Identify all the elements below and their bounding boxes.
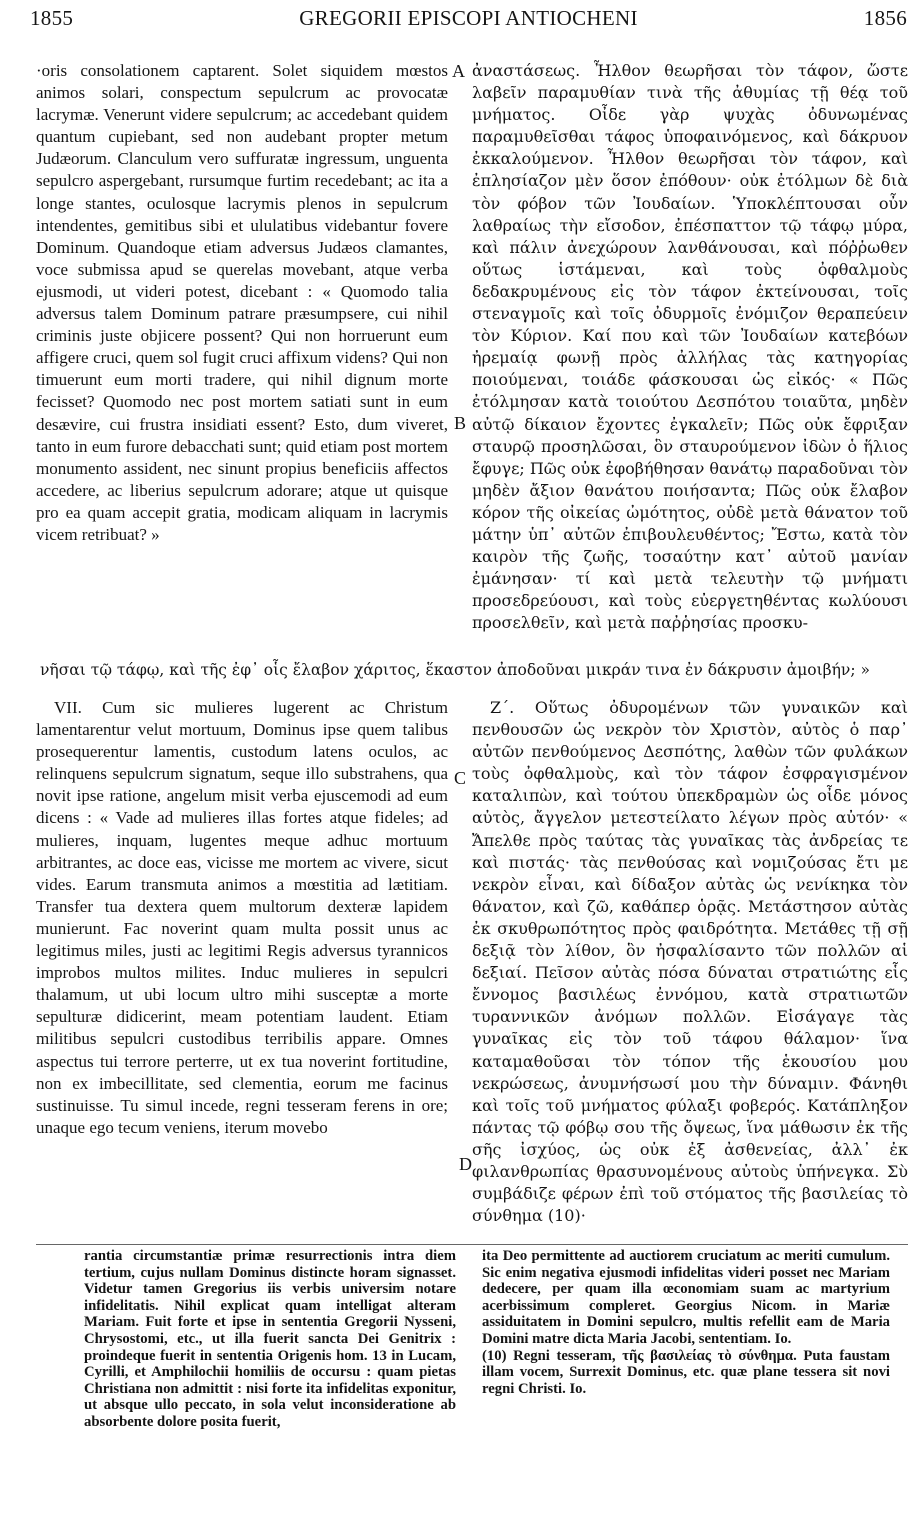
margin-mark-c: C	[454, 768, 467, 788]
footnote-10: (10) Regni tesseram, τῆς βασιλείας τὸ σύνθημα. Puta faustam illam vocem, Surrexit Dominus, etc. quæ plane tessera sit novi regni Christi. Io.	[482, 1347, 890, 1397]
margin-mark-a: A	[452, 61, 465, 81]
footnote-divider	[36, 1244, 908, 1245]
running-header	[30, 6, 907, 38]
greek-spanning-line: νῆσαι τῷ τάφῳ, καὶ τῆς ἐφ᾽ οἷς ἔλαβον χάριτος, ἕκαστον ἀποδοῦναι μικράν τινα ἐν δάκρυσιν ἀμοιβήν; »	[40, 661, 870, 679]
footnote-text-right: ita Deo permittente ad auctiorem cruciatum ac meriti cumulum. Sic enim negativa ejusmodi infidelitas videri posset nec Mariam dedecere, per quam illa œconomiam suam ac martyrium acerbissimum compleret. Georgius Nicom. in Mariæ assiduitatem in Domini sepulcro, multis refellit eam de Maria Domini matre dicta Maria Jacobi, sententiam. Io.	[482, 1248, 890, 1347]
page-number-left: 1855	[30, 6, 74, 30]
margin-mark-d: D	[459, 1154, 472, 1174]
greek-section-z	[472, 697, 908, 1242]
footnote-text-left: rantia circumstantiæ primæ resurrectionis intra diem tertium, cujus nullam Dominus distincte horam signasset. Videtur tamen Gregorius iis verbis universim notare infidelitatis. Nihil explicat quam intelligat alteram Mariam. Fuit forte et ipse in sententia Gregorii Nysseni, Chrysostomi, etc., ut illa fuerit sancta Dei Genitrix : proindeque fuerit in sententia Origenis hom. 13 in Lucam, Cyrilli, et Amphilochii homiliis de occursu : quam pietas Christiana non admittit : nisi forte ita infidelitas exponitur, ut absque ullo peccato, in sola velut inconsideratione ab absorbente dolore posita fuerit,	[84, 1248, 456, 1430]
page-number-right: 1856	[863, 6, 907, 30]
latin-section-text: VII. Cum sic mulieres lugerent ac Christum lamentarentur velut mortuum, Dominus ipse quem talibus prosequerentur lamentis, custodum latens oculos, ac relinquens sepulcrum signatum, seque illo substrahens, qua novit ipse ratione, angelum misit verba ejuscemodi ad eum dicens : « Vade ad mulieres illas fortes atque fideles; ad mulieres, inquam, lugentes meque adhuc mortuum arbitrantes, ac doce eas, vicisse me mortem ac vivere, sicut vides. Earum transmuta animos a mœstitia ad lætitiam. Transfer tua dextera quem multorum dexteræ lapidem munierunt. Fac noverint quam multa possit unus ac legitimus miles, justi ac legitimi Regis adversus tyrannicos improbos multos milites. Induc mulieres in sepulcri thalamum, ut ubi locum ultro mihi susceptæ a morte sepulturæ didicerint, meam potentiam laudent. Etiam militibus sepulcri custodibus terribilis appare. Omnes aspectus tui terrore perterre, ut ex tua noverint fortitudine, non ex imbecillitate, sed clementia, eorum me facinus sustinuisse. Tu simul incede, regni tesseram ferens in ore; unaque ego tecum veniens, iterum movebo	[36, 698, 448, 1137]
latin-paragraph: ·oris consolationem captarent. Solet siquidem mœstos animos solari, conspectum sepulcrum ac provocatæ lacrymæ. Venerunt videre sepulcrum; ac accedebant quidem quantum cupiebant, sed non audebant propter metum Judæorum. Clanculum vero suffuratæ ingressum, unguenta sepulcro aspergebant, rursumque furtim recedebant; ac ita a longe stantes, oculosque lacrymis plenos in sepulcrum intendentes, gemitibus sibi et ululatibus videbantur fovere Dominum. Quandoque etiam adversus Judæos clamantes, voce submissa apud se querelas movebant, atque verba ejusmodi, ut videri potest, dicebant : « Quomodo talia adversus talem Dominum patrare præsumpsere, cui nihil criminis juste objicere possent? Qui non horruerunt eum affigere cruci, quem sol fugit cruci affixum videns? Qui non timuerunt eum morti tradere, qui nihil dignum morte fecisset? Quomodo nec post mortem satiati sunt in eum desævire, cui frustra insidiati essent? Esto, dum viveret, tanto in eum furore debacchati sunt; quid etiam post mortem monumento assident, nec sinunt propius beneficiis affectos accedere, ac liberius sepulcrum adorare; atque ut quisque pro ea quam accepit gratia, modicam aliquam in lacrymis vicem retribuat? »	[36, 61, 448, 544]
latin-column-top	[36, 60, 448, 660]
running-title: GREGORII EPISCOPI ANTIOCHENI	[299, 6, 638, 30]
greek-column-top	[472, 60, 908, 650]
latin-section-vii	[36, 697, 448, 1242]
footnote-left-column	[84, 1248, 456, 1538]
greek-paragraph: ἀναστάσεως. Ἦλθον θεωρῆσαι τὸν τάφον, ὥστε λαβεῖν παραμυθίαν τινὰ τῆς ἀθυμίας τῇ θέᾳ τοῦ μνήματος. Οἶδε γὰρ ψυχὰς ὀδυνωμένας παραμυθεῖσθαι τάφος ὑποφαινόμενος, καὶ δάκρυον ἐκκαλούμενον. Ἦλθον θεωρῆσαι τὸν τάφον, καὶ ἐπλησίαζον μὲν ὅσον ἐπόθουν· οὐκ ἐτόλμων δὲ διὰ τὸν φόβον τῶν Ἰουδαίων. Ὑποκλέπτουσαι οὖν λαθραίως τὴν εἴσοδον, ἐπέσπαττον τῷ τάφῳ μύρα, καὶ πάλιν ἀνεχώρουν λανθάνουσαι, καὶ πόῤῥωθεν οὕτως ἱστάμεναι, καὶ τοὺς ὀφθαλμοὺς δεδακρυμένους εἰς τὸν τάφον ἐκτείνουσαι, τοῖς στεναγμοῖς καὶ τοῖς ὀδυρμοῖς ἐνόμιζον θεραπεύειν τὸν Κύριον. Καί που καὶ τῶν Ἰουδαίων κατεβόων ἠρεμαίᾳ φωνῇ πρὸς ἀλλήλας τὰς κατηγορίας ποιούμεναι, τοιάδε φάσκουσαι ὡς εἰκός· « Πῶς ἐτόλμησαν κατὰ τοιούτου Δεσπότου τοιαῦτα, μηδὲν αὐτῷ δίκαιον ἔχοντες ἐγκαλεῖν; Πῶς οὐκ ἔφριξαν σταυρῷ προσηλῶσαι, ὃν σταυρούμενον ἰδὼν ὁ ἥλιος ἔφυγε; Πῶς οὐκ ἐφοβήθησαν θανάτῳ παραδοῦναι τὸν μηδὲν ἄξιον θανάτου ποιήσαντα; Πῶς οὐκ ἔλαβον κόρον τῆς οἰκείας ὠμότητος, οὐδὲ μετὰ θάνατον τοῦ μάτην ὑπ᾽ αὐτῶν ἐπιβουλευθέντος; Ἔστω, κατὰ τὸν καιρὸν τῆς ζωῆς, τοσαύτην κατ᾽ αὐτοῦ μανίαν ἐμάνησαν· τί καὶ μετὰ τελευτὴν τῷ μνήματι προσεδρεύουσι, καὶ τοὺς εὐεργετηθέντας κωλύουσι προσελθεῖν, καὶ μετὰ παῤῥησίας προσκυ-	[472, 61, 908, 633]
margin-mark-b: B	[454, 413, 467, 433]
footnote-right-column	[482, 1248, 890, 1538]
greek-section-text: Ζ΄. Οὕτως ὀδυρομένων τῶν γυναικῶν καὶ πενθουσῶν ὡς νεκρὸν τὸν Χριστὸν, αὐτὸς ὁ παρ᾽ αὐτῶν πενθούμενος Δεσπότης, λαθὼν τῶν φυλάκων τοὺς ὀφθαλμοὺς, καὶ τὸν τάφον ἐσφραγισμένον καταλιπὼν, καὶ τούτου ὑπεκδραμὼν ὡς οἶδε μόνος αὐτὸς, ἄγγελον μετεστείλατο λέγων πρὸς αὐτόν· « Ἄπελθε πρὸς ταύτας τὰς γυναῖκας τὰς ἀνδρείας τε καὶ πιστάς· τὰς πενθούσας καὶ νομιζούσας ἔτι με νεκρὸν εἶναι, καὶ δίδαξον αὐτὰς ὡς νενίκηκα τὸν θάνατον, καὶ ζῶ, καθάπερ ὁρᾷς. Μετάστησον αὐτὰς ἐκ σκυθρωπότητος πρὸς φαιδρότητα. Μετάθες τῇ σῇ δεξιᾷ τὸν λίθον, ὃν ἠσφαλίσαντο τῶν πολλῶν αἱ δεξιαί. Πεῖσον αὐτὰς πόσα δύναται στρατιώτης εἷς ἔννομος βασιλέως ἐννόμου, κατὰ στρατιωτῶν τυραννικῶν ἀνόμων πολλῶν. Εἰσάγαγε τὰς γυναῖκας εἰς τὸν τοῦ τάφου θάλαμον· ἵνα καταμαθοῦσαι τὸν τόπον τῆς ἑκουσίου μου νεκρώσεως, ἀνυμνήσωσί μου τὴν δύναμιν. Φάνηθι καὶ τοῖς τοῦ μνήματος φύλαξι φοβερός. Κατάπληξον πάντας τῷ φόβῳ σου τῆς ὄψεως, ἵνα μάθωσιν ἐκ τῆς σῆς ἰσχύος, ὡς οὐκ ἐξ ἀσθενείας, ἀλλ᾽ ἐκ φιλανθρωπίας θρασυνομένους αὐτοὺς ὑπήνεγκα. Σὺ συμβάδιζε φέρων ἐπὶ τοῦ στόματος τῆς βασιλείας τὸ σύνθημα (10)·	[472, 698, 908, 1226]
